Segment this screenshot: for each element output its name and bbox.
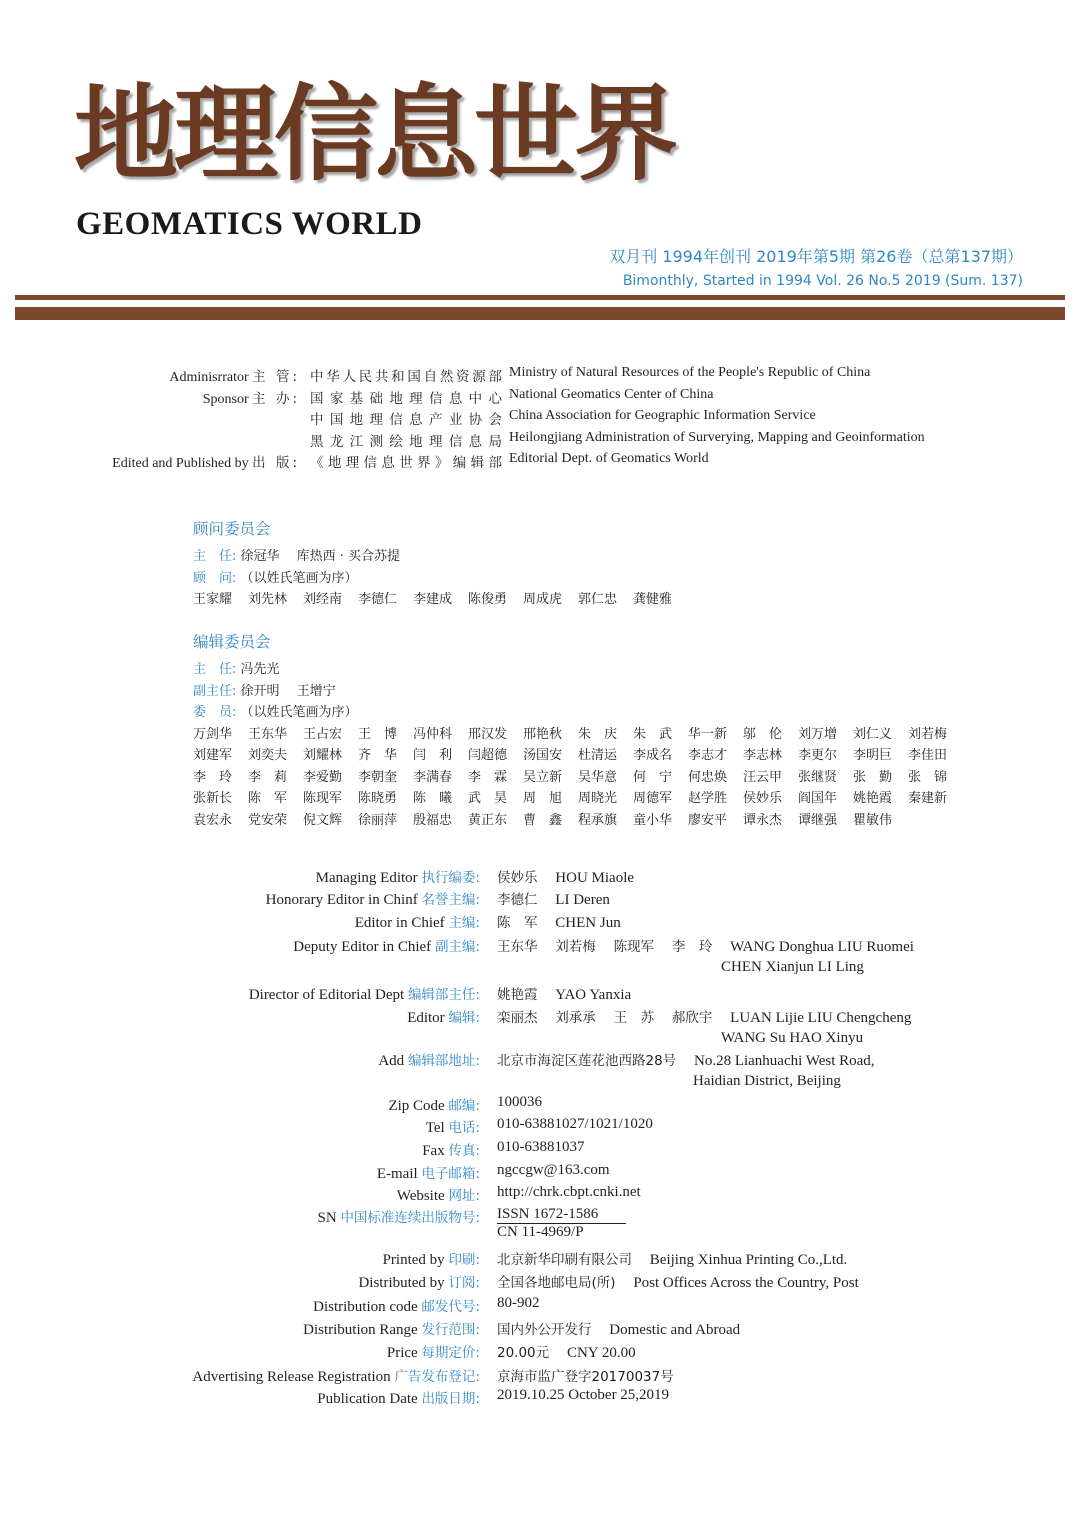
staff-label-en: Publication Date [317,1391,422,1407]
committee-member-name: 刘若梅 [908,726,948,742]
committee-member-name: 吴立新 [523,769,563,785]
org-row [0,451,1080,473]
staff-label-en: Add [378,1053,408,1069]
org-name-en: Ministry of Natural Resources of the People's Republic of China [509,365,871,380]
committee-member-name: 李佳田 [908,748,948,763]
committee-member-name: 黄正东 [468,812,508,828]
staff-label-en: Zip Code [388,1098,449,1114]
staff-label-en: Honorary Editor in Chinf [265,892,422,908]
staff-value-cn: 国内外公开发行 [497,1322,610,1338]
advisory-director-names: 徐冠华 库热西 · 买合苏提 [240,549,401,564]
committee-member-name: 李志才 [688,748,728,763]
staff-label-cn: 出版日期: [421,1391,480,1407]
staff-label-en: Price [386,1345,422,1361]
staff-label-cn: 广告发布登记: [394,1369,480,1385]
committee-member-name: 李建成 [413,592,453,607]
editorial-director-names: 冯先光 [240,662,280,677]
committee-member-name: 邢艳秋 [523,726,563,742]
editorial-deputy-names: 徐开明 王增宁 [240,683,336,699]
committee-member-name: 武 昊 [468,791,508,806]
staff-label-cn: 邮编: [448,1098,480,1114]
staff-label-cn: 订阅: [448,1275,480,1291]
editorial-director-label: 主 任: [193,662,237,677]
staff-label-cn: 中国标准连续出版物号: [340,1210,480,1226]
committee-member-name: 李明巨 [853,748,893,763]
journal-title-cn: 地理信息世界 [74,72,675,195]
org-label-en: Adminisrrator [169,370,249,385]
staff-label-en: Director of Editorial Dept [248,987,408,1003]
staff-value-en: CNY 20.00 [566,1345,636,1361]
committee-member-name: 倪文辉 [303,812,343,828]
committee-member-name: 周成虎 [523,592,563,607]
staff-label-cn: 电子邮箱: [421,1166,480,1182]
staff-value-en: WANG Donghua LIU Ruomei [730,939,914,955]
staff-value-en: 010-63881027/1021/1020 [497,1116,653,1132]
committee-member-name: 万剑华 [193,726,233,742]
committee-member-name: 张继贤 [798,769,838,785]
staff-label-cn: 编辑部主任: [407,987,480,1003]
committee-member-name: 姚艳霞 [853,791,893,806]
committee-member-name: 吴华意 [578,769,618,785]
committee-member-name: 李 霖 [468,769,508,785]
org-name-cn: 中华人民共和国自然资源部 [310,369,502,385]
committee-member-name: 阎国年 [798,791,838,806]
staff-label-cn: 编辑: [448,1010,480,1026]
committee-member-name: 齐 华 [358,748,398,763]
staff-value-en: ISSN 1672-1586 [497,1206,626,1224]
committee-member-name: 李德仁 [358,592,398,607]
committee-member-name: 李志林 [743,748,783,763]
staff-label-en: Printed by [382,1252,449,1268]
staff-label-en: Deputy Editor in Chief [293,939,435,955]
committee-member-name: 曹 鑫 [523,812,563,828]
committee-member-name: 秦建新 [908,791,948,806]
staff-label-cn: 发行范围: [421,1322,480,1338]
committee-member-name: 袁宏永 [193,812,233,828]
committee-member-name: 李 莉 [248,769,288,785]
staff-value-en-continued: WANG Su HAO Xinyu [721,1030,864,1046]
staff-label-en: Website [396,1188,449,1204]
header-rule-thick [15,307,1065,320]
committee-member-name: 汤国安 [523,748,563,763]
org-label-cn: 主 办: [252,390,300,407]
staff-label-en: E-mail [376,1166,422,1182]
staff-value-cn: 姚艳霞 [497,987,556,1003]
staff-value-en: 80-902 [497,1295,540,1311]
org-label-en: Edited and Published by [112,456,249,471]
committee-member-name: 赵学胜 [688,791,728,806]
staff-value-en: Beijing Xinhua Printing Co.,Ltd. [649,1252,848,1268]
committee-member-name: 徐丽萍 [358,812,398,828]
committee-member-name: 闫 利 [413,748,453,763]
advisor-name-list [193,588,963,610]
staff-label-en: Advertising Release Registration [192,1369,395,1385]
organization-block [0,365,1080,473]
committee-member-name: 朱 庆 [578,726,618,742]
staff-value-en: LI Deren [555,892,610,908]
committee-member-name: 李成名 [633,748,673,763]
committee-member-name: 龚健雅 [633,592,673,607]
committee-member-name: 王家耀 [193,592,233,607]
journal-title-en: GEOMATICS WORLD [76,206,423,242]
committee-member-name: 朱 武 [633,726,673,742]
staff-label-en: Distributed by [358,1275,449,1291]
staff-value-en-continued: CHEN Xianjun LI Ling [721,959,864,975]
committee-member-name: 郭仁忠 [578,592,618,607]
committee-member-name: 汪云甲 [743,769,783,785]
staff-label-cn: 传真: [448,1143,480,1159]
staff-label-en: SN [317,1210,341,1226]
committee-member-name: 侯妙乐 [743,791,783,806]
org-name-cn: 中国地理信息产业协会 [310,412,502,428]
staff-value-en: CHEN Jun [555,915,621,931]
staff-label-cn: 电话: [448,1120,480,1136]
staff-value-en: HOU Miaole [555,870,635,886]
committee-member-name: 周德军 [633,791,673,806]
advisory-title: 顾问委员会 [193,520,271,538]
staff-label-cn: 名誉主编: [421,892,480,908]
committee-member-name: 闫超德 [468,748,508,763]
staff-value-en: Post Offices Across the Country, Post [633,1275,859,1291]
staff-value-en: YAO Yanxia [555,987,632,1003]
staff-label-cn: 副主编: [434,939,480,955]
advisor-label: 顾 问: [193,570,237,586]
org-name-cn: 黑龙江测绘地理信息局 [310,433,502,450]
staff-label-cn: 印刷: [448,1252,480,1268]
committee-member-name: 童小华 [633,812,673,828]
org-label-cn: 主 管: [252,369,300,385]
staff-label-en: Managing Editor [315,870,422,886]
committee-member-name: 刘万增 [798,726,838,742]
committee-member-name: 周晓光 [578,791,618,806]
staff-value-en: http://chrk.cbpt.cnki.net [497,1184,641,1200]
committee-member-name: 刘经南 [303,592,343,607]
staff-label-en: Fax [422,1143,449,1159]
staff-value-en: No.28 Lianhuachi West Road, [693,1053,875,1069]
staff-label-cn: 编辑部地址: [407,1053,480,1069]
committee-member-name: 何 宁 [633,769,673,785]
staff-value-cn: 陈 军 [497,915,556,931]
committee-member-name: 邢汉发 [468,726,508,742]
committee-member-name: 李满春 [413,769,453,785]
committee-member-name: 王东华 [248,726,288,742]
editorial-title: 编辑委员会 [193,633,271,651]
org-label-cn: 出 版: [252,455,300,471]
staff-label-cn: 执行编委: [421,870,480,886]
committee-member-name: 张新长 [193,791,233,806]
issue-info-en: Bimonthly, Started in 1994 Vol. 26 No.5 2019 (Sum. 137) [622,273,1023,289]
staff-value-cn: 侯妙乐 [497,870,556,886]
committee-member-name: 廖安平 [688,812,728,828]
committee-member-name: 陈晓勇 [358,791,398,806]
staff-value-en-continued: CN 11-4969/P [497,1224,584,1240]
member-note: （以姓氏笔画为序） [240,705,358,720]
org-name-en: Editorial Dept. of Geomatics World [509,451,709,466]
staff-value-cn: 20.00元 [497,1345,567,1361]
committee-member-name: 谭永杰 [743,812,783,828]
org-name-en: Heilongjiang Administration of Surverying, Mapping and Geoinformation [509,429,925,445]
staff-value-cn: 王东华 刘若梅 陈现军 李 玲 [497,939,731,955]
staff-value-cn: 全国各地邮电局(所) [497,1275,634,1291]
org-row [0,430,1080,452]
committee-member-name: 陈俊勇 [468,592,508,607]
committee-member-name: 张 锦 [908,769,948,785]
committee-member-name: 周 旭 [523,791,563,806]
org-name-en: China Association for Geographic Information Service [509,408,816,423]
org-name-cn: 《地理信息世界》编辑部 [310,455,502,471]
staff-value-cn: 京海市监广登字20170037号 [497,1369,688,1385]
committee-member-name: 殷福忠 [413,812,453,828]
committee-member-name: 王 博 [358,726,398,742]
staff-value-cn: 李德仁 [497,892,556,908]
committee-member-name: 张 勤 [853,769,893,785]
committee-member-name: 李更尔 [798,748,838,763]
staff-label-en: Editor [407,1010,449,1026]
staff-label-en: Tel [425,1120,449,1136]
org-row [0,365,1080,387]
committee-member-name: 华一新 [688,726,728,742]
header-rule-thin [15,295,1065,300]
org-label-en: Sponsor [202,391,249,407]
staff-label-en: Editor in Chief [354,915,449,931]
committee-member-name: 王占宏 [303,726,343,742]
committee-member-name: 陈现军 [303,791,343,806]
staff-value-en: LUAN Lijie LIU Chengcheng [730,1010,912,1026]
committee-member-name: 李 玲 [193,769,233,785]
editorial-deputy-label: 副主任: [193,683,237,699]
org-row [0,408,1080,430]
committee-member-name: 刘仁义 [853,726,893,742]
staff-label-en: Distribution Range [303,1322,422,1338]
staff-value-cn: 北京市海淀区莲花池西路28号 [497,1053,694,1069]
staff-value-en: 2019.10.25 October 25,2019 [497,1387,670,1403]
member-name-list [193,723,963,831]
committee-member-name: 李爱勤 [303,769,343,785]
org-row [0,387,1080,409]
staff-value-en: Domestic and Abroad [609,1322,741,1338]
committee-member-name: 陈 军 [248,791,288,806]
committee-member-name: 杜清运 [578,748,618,763]
committee-member-name: 瞿敏伟 [853,812,893,828]
committee-member-name: 刘奕夫 [248,748,288,763]
staff-value-en-continued: Haidian District, Beijing [693,1073,841,1089]
committee-member-name: 陈 曦 [413,791,453,806]
advisory-committee [193,517,963,610]
committee-member-name: 李朝奎 [358,769,398,785]
staff-label-en: Distribution code [313,1299,422,1315]
issue-info [609,246,1023,291]
staff-label-cn: 邮发代号: [421,1299,480,1315]
issue-info-cn: 双月刊 1994年创刊 2019年第5期 第26卷（总第137期） [609,247,1023,266]
member-label: 委 员: [193,705,237,720]
committee-member-name: 邬 伦 [743,726,783,742]
editorial-committee [193,630,963,830]
staff-value-cn: 北京新华印刷有限公司 [497,1252,650,1268]
org-name-cn: 国家基础地理信息中心 [310,390,502,407]
staff-label-cn: 网址: [448,1188,480,1204]
staff-value-en: 010-63881037 [497,1139,585,1155]
staff-value-en: ngccgw@163.com [497,1162,610,1178]
committee-member-name: 谭继强 [798,812,838,828]
staff-label-cn: 每期定价: [421,1345,480,1361]
committee-member-name: 何忠焕 [688,769,728,785]
committee-member-name: 刘建军 [193,748,233,763]
advisory-director-label: 主 任: [193,549,237,564]
committee-member-name: 刘耀林 [303,748,343,763]
staff-value-en: 100036 [497,1094,542,1110]
committee-member-name: 刘先林 [248,592,288,607]
staff-value-cn: 栾丽杰 刘承承 王 苏 郝欣宇 [497,1010,731,1026]
advisor-note: （以姓氏笔画为序） [240,570,358,586]
committee-member-name: 程承旗 [578,812,618,828]
committee-member-name: 冯仲科 [413,726,453,742]
org-name-en: National Geomatics Center of China [509,386,714,402]
committee-member-name: 党安荣 [248,812,288,828]
staff-label-cn: 主编: [448,915,480,931]
